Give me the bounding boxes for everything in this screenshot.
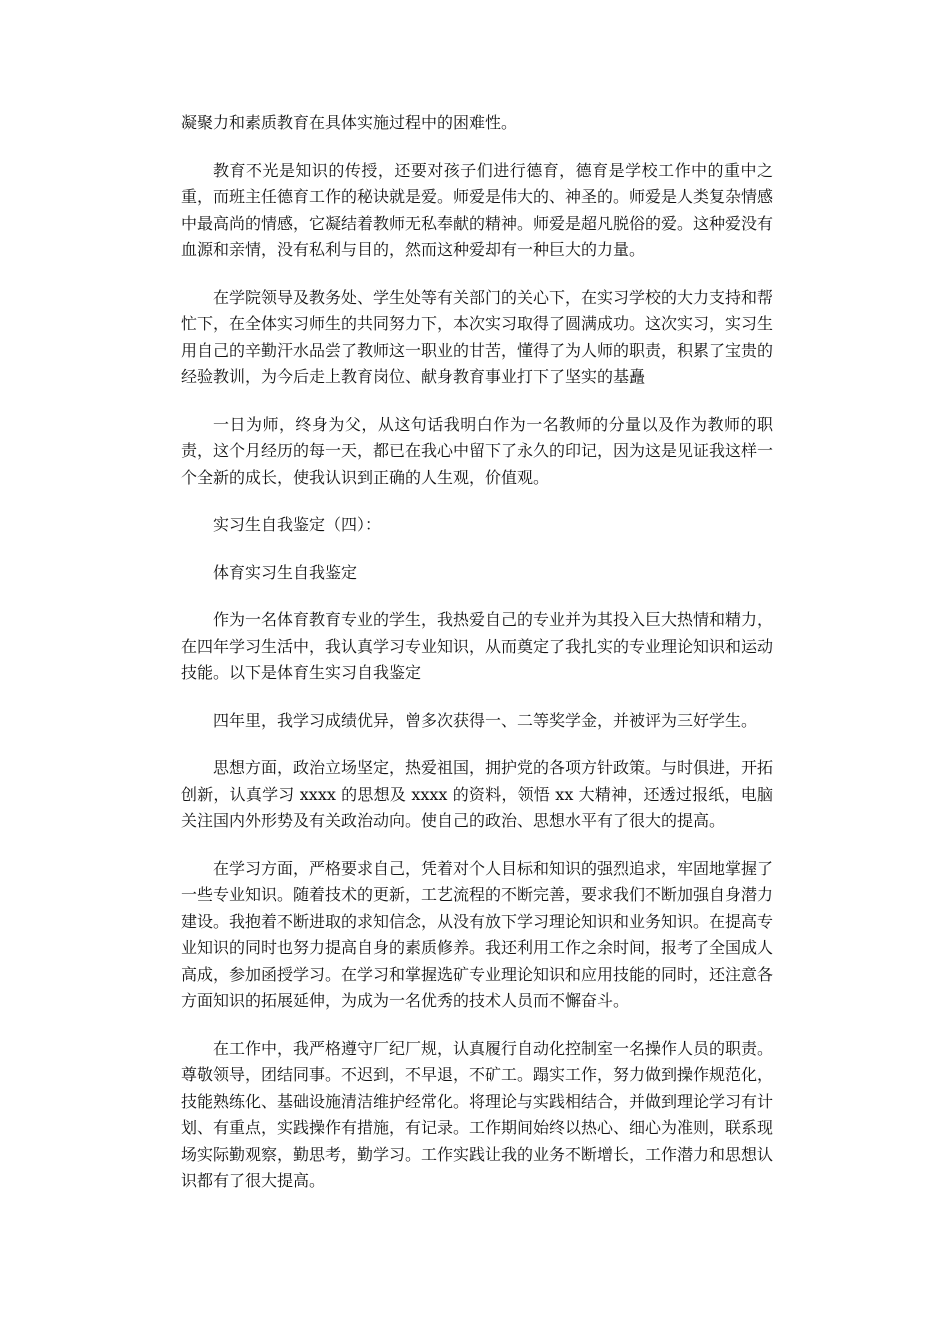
paragraph: 在学习方面，严格要求自己，凭着对个人目标和知识的强烈追求，牢固地掌握了一些专业知识。随着技术的更新，工艺流程的不断完善，要求我们不断加强自身潜力建设。我抱着不断进取的求知信念，从没有放下学习理论知识和业务知识。在提高专业知识的同时也努力提高自身的素质修养。我还利用工作之余时间，报考了全国成人高成，参加函授学习。在学习和掌握选矿专业理论知识和应用技能的同时，还注意各方面知识的拓展延伸，为成为一名优秀的技术人员而不懈奋斗。 bbox=[181, 858, 774, 1010]
document-body bbox=[181, 110, 773, 1216]
paragraph: 教育不光是知识的传授，还要对孩子们进行德育，德育是学校工作中的重中之重，而班主任德育工作的秘诀就是爱。师爱是伟大的、神圣的。师爱是人类复杂情感中最高尚的情感，它凝结着教师无私奉献的精神。师爱是超凡脱俗的爱。这种爱没有血源和亲情，没有私利与目的，然而这种爱却有一种巨大的力量。 bbox=[181, 160, 774, 259]
paragraph: 体育实习生自我鉴定 bbox=[213, 562, 358, 582]
paragraph: 凝聚力和素质教育在具体实施过程中的困难性。 bbox=[181, 113, 518, 132]
paragraph: 一日为师，终身为父，从这句话我明白作为一名教师的分量以及作为教师的职责，这个月经历的每一天，都已在我心中留下了永久的印记，因为这是见证我这样一个全新的成长，使我认识到正确的人生观，价值观。 bbox=[181, 414, 774, 487]
paragraph: 在学院领导及教务处、学生处等有关部门的关心下，在实习学校的大力支持和帮忙下，在全体实习师生的共同努力下，本次实习取得了圆满成功。这次实习，实习生用自己的辛勤汗水品尝了教师这一职业的甘苦，懂得了为人师的职责，积累了宝贵的经验教训，为今后走上教育岗位、献身教育事业打下了坚实的基矗 bbox=[181, 287, 774, 386]
paragraph: 作为一名体育教育专业的学生，我热爱自己的专业并为其投入巨大热情和精力，在四年学习生活中，我认真学习专业知识，从而奠定了我扎实的专业理论知识和运动技能。以下是体育生实习自我鉴定 bbox=[181, 610, 774, 682]
paragraph: 在工作中，我严格遵守厂纪厂规，认真履行自动化控制室一名操作人员的职责。尊敬领导，团结同事。不迟到，不早退，不矿工。蹋实工作，努力做到操作规范化，技能熟练化、基础设施清洁维护经常化。将理论与实践相结合，并做到理论学习有计划、有重点，实践操作有措施，有记录。工作期间始终以热心、细心为准则，联系现场实际勤观察，勤思考，勤学习。工作实践让我的业务不断增长，工作潜力和思想认识都有了很大提高。 bbox=[181, 1038, 774, 1190]
paragraph: 四年里，我学习成绩优异，曾多次获得一、二等奖学金，并被评为三好学生。 bbox=[213, 710, 758, 730]
paragraph: 实习生自我鉴定（四）： bbox=[213, 515, 382, 534]
paragraph: 思想方面，政治立场坚定，热爱祖国，拥护党的各项方针政策。与时俱进，开拓创新，认真学习 xxxx 的思想及 xxxx 的资料，领悟 xx 大精神，还透过报纸，电脑关注国内外形势及有关政治动向。使自己的政治、思想水平有了很大的提高。 bbox=[181, 758, 774, 830]
